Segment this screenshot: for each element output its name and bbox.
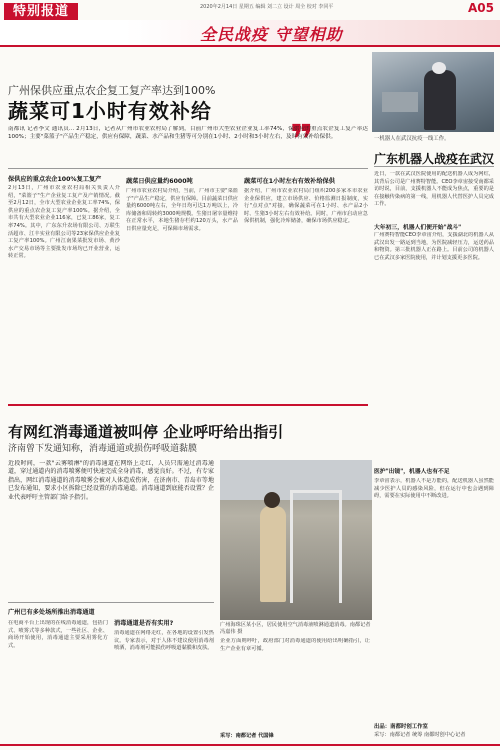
right-text-1: 近日，一款在武汉医院使用的配送机器人成为网红，其背后公司是广州赛特智能。CEO李章宙接受南都采访时说，目前，支援机器人不能成为焦点，重要的是在接触传染病的第一线，用机器人代替医护人员完成工作。 — [374, 171, 494, 208]
article1-col2-text: 广州市农业农村局介绍，当前，广州市主要"菜篮子"产品生产稳定，供应有保障。目前蔬菜日供应量约6000吨左右，全年日均可达1万吨以上，冷库储备和周转约3000吨规模。生猪日屠宰量维持在正常水平，本地生猪存栏约120万头，水产品日供应量充足，可保障市场需求。 — [126, 188, 238, 232]
article2-title: 有网红消毒通道被叫停 企业呼吁给出指引 — [8, 423, 284, 441]
article2-lead: 近段时间，一款"云雾喷淋"的消毒通道在网络上走红，人员只需通过消毒通道，穿过通道内的消毒喷雾便可快速完成全身消毒，感觉良好。不过，有专家指出，网红消毒通道的消毒喷雾会被对人体造成伤害，在济南市、青岛市等地已发布通知，要求小区拆除已经设置的消毒通道。消毒通道到底能否设置？企业代表呼吁主管部门给予指引。 — [8, 460, 214, 501]
header-divider — [0, 45, 500, 47]
article1-subtitle: 广州保供应重点农企复工复产率达到100% — [8, 84, 216, 97]
robot-photo — [372, 52, 494, 132]
right-rule — [374, 166, 494, 167]
article2-text-d: 企业方面则呼吁，政府部门对消毒通道的使用给出明确指引，让生产企业有章可循。 — [220, 638, 370, 652]
article2-heading-c: 消毒通道是否有实用? — [114, 620, 174, 627]
article2-text-b: 在电商平台上出现的在线消毒通道，包括门式、喷雾式等多种款式，一些社区、企业、商场开始使用，消毒通道主要采用雾化方式。 — [8, 620, 108, 649]
section-label: 特别报道 — [4, 3, 78, 21]
right-byline-2: 采写：南都记者 统筹 南都时创中心记者 — [374, 732, 466, 738]
disinfection-photo-caption: 广州海珠区某小区，居民使用空气消毒液喷淋通道消毒。南都记者 冯嘉伟 摄 — [220, 622, 371, 635]
header-info: 2020年2月14日 星期五 编辑 刘二立 设计 周全 校对 李同平 — [200, 4, 334, 10]
article1-lead: 南都讯 记者李文 通讯员... 2月13日，记者从广州市农业农村局了解到，目前广州市大型农业企业复工率74%，保供应的重点农企复工复产率达100%；主要"菜篮子"产品生产稳定，供应有保障，蔬菜、水产品和生猪等可分别在1小时、2小时和3小时左右，及时有效补给保供。 — [8, 126, 368, 140]
article1-title: 蔬菜可1小时有效补给 — [8, 99, 212, 123]
article2-rule — [8, 602, 214, 603]
article1-col3-heading: 蔬菜可在1小时左右有效补给保供 — [244, 178, 335, 185]
article2-heading-b: 广州已有多处场所推出消毒通道 — [8, 609, 95, 616]
article1-col3-text: 据介绍，广州市农业农村局门组织200多家本市农业企业保供应，建立市场供应、价格监测日报制度，实行"点对点"对接，确保蔬菜可在1小时、水产品2小时、生猪3小时左右有效补给。同时，广州市启动应急保供机制，强化冷库储备，确保市场供应稳定。 — [244, 188, 368, 225]
right-article-title: 广东机器人战疫在武汉 — [374, 152, 495, 166]
article2-subtitle: 济南曾下发通知称，消毒通道或损伤呼吸道黏膜 — [8, 444, 198, 454]
article1-rule — [8, 168, 368, 169]
right-heading-3: 医护"出镜"，机器人也有不足 — [374, 469, 450, 475]
article1-col1-text: 2月13日，广州市农业农村局相关负责人介绍，"菜篮子"生产企业复工复产及产销情况。截至2月12日，全市大型农业企业复工率74%，保供应的重点农企复工复产率100%。据介绍，全市共有大型农业企业116家，已复工86家，复工率74%。其中，广东东升农场有限公司、万联生活超市、江丰实业有限公司等23家保供应企业复工复产率100%。广州江南果菜批发市场、黄沙水产交易市场等主要批发市场均已开业营业，运转正常。 — [8, 185, 120, 260]
robot-photo-caption: 一机器人在武汉抗疫一线工作。 — [374, 136, 450, 142]
article2-byline: 采写：南都记者 代国锋 — [220, 733, 274, 739]
section-divider — [8, 404, 368, 406]
right-text-3: 李章宙表示，机器人不是万能的，配送机器人虽然能减少医护人员的感染风险，但在运行中也会遇到障碍，需要在实际使用中不断改进。 — [374, 478, 494, 500]
footer-divider — [0, 744, 500, 746]
article2-text-c: 消毒通道在网络走红，在各地的设置引发热议。专家表示，对于人体不建议使用消毒剂喷洒，消毒剂可能损伤呼吸道黏膜和皮肤。 — [114, 630, 214, 652]
campaign-slogan: 全民战疫 守望相助 — [200, 25, 343, 44]
page-number: A05 — [468, 1, 494, 15]
right-heading-2: 大年初三，机器人们便开始"战斗" — [374, 225, 462, 231]
article1-col2-heading: 蔬菜日供应量约6000吨 — [126, 178, 193, 185]
article1-col1-heading: 保供应的重点农企100%复工复产 — [8, 176, 102, 183]
quote-mark-icon: ❞ — [290, 117, 314, 163]
right-text-2: 广州赛特智能CEO李章宙介绍，支援湖北的机器人从武汉出发一路运到当地，为医院减轻压力，运送药品和物资。第三批机器人正在路上。目前公司的机器人已在武汉多家医院使用，并计划支援更多医院。 — [374, 232, 494, 261]
right-byline: 出品：南都时创工作室 — [374, 724, 428, 730]
disinfection-channel-photo — [220, 460, 372, 620]
